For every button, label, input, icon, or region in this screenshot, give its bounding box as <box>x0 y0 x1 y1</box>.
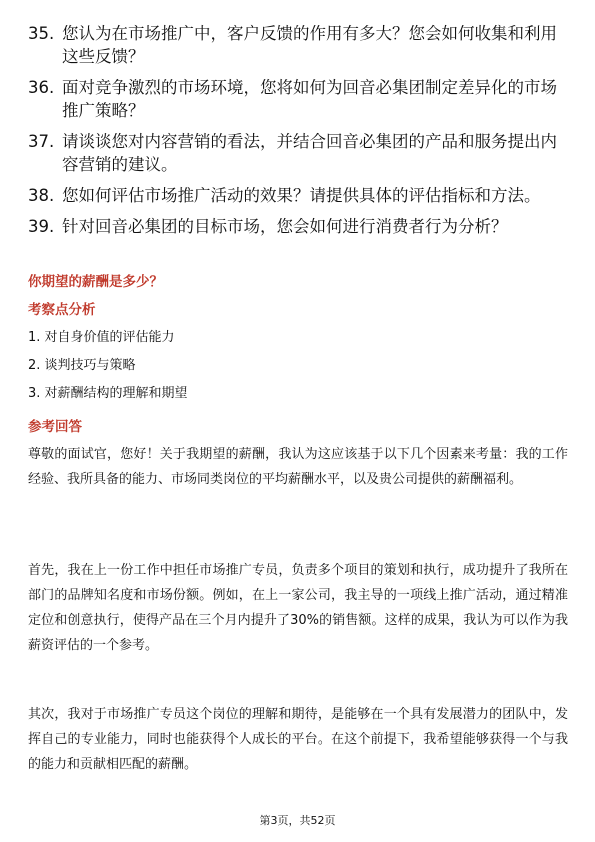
question-item <box>28 22 568 68</box>
question-item <box>28 76 568 122</box>
question-number: 37. <box>28 132 55 151</box>
answer-paragraph-text: 尊敬的面试官，您好！关于我期望的薪酬，我认为这应该基于以下几个因素来考量：我的工作经验、我所具备的能力、市场同类岗位的平均薪酬水平，以及贵公司提供的薪酬福利。 <box>28 447 568 487</box>
answer-paragraph <box>28 702 568 777</box>
question-item <box>28 130 568 176</box>
question-item <box>28 184 568 207</box>
salary-question-title: 你期望的薪酬是多少？ <box>28 274 163 290</box>
question-text: 针对回音必集团的目标市场，您会如何进行消费者行为分析？ <box>62 217 508 236</box>
question-number: 39. <box>28 217 55 236</box>
analysis-item: 3. 对薪酬结构的理解和期望 <box>28 386 188 401</box>
page-number-footer: 第3页，共52页 <box>259 814 336 827</box>
question-text: 您如何评估市场推广活动的效果？请提供具体的评估指标和方法。 <box>62 186 541 205</box>
answer-paragraph <box>28 558 568 658</box>
salary-question-section <box>28 272 568 292</box>
question-text: 您认为在市场推广中，客户反馈的作用有多大？您会如何收集和利用这些反馈？ <box>62 24 557 66</box>
answer-paragraph-text: 首先，我在上一份工作中担任市场推广专员，负责多个项目的策划和执行，成功提升了我所在部门的品牌知名度和市场份额。例如，在上一家公司，我主导的一项线上推广活动，通过精准定位和创意执行，使得产品在三个月内提升了30%的销售额。这样的成果，我认为可以作为我薪资评估的一个参考。 <box>28 563 568 653</box>
answer-heading: 参考回答 <box>28 419 82 435</box>
analysis-heading: 考察点分析 <box>28 302 96 318</box>
analysis-section <box>28 300 568 404</box>
answer-section <box>28 417 568 437</box>
analysis-item: 1. 对自身价值的评估能力 <box>28 330 175 345</box>
answer-paragraph-text: 其次，我对于市场推广专员这个岗位的理解和期待，是能够在一个具有发展潜力的团队中，发挥自己的专业能力，同时也能获得个人成长的平台。在这个前提下，我希望能够获得一个与我的能力和贡献相匹配的薪酬。 <box>28 707 568 772</box>
answer-paragraph <box>28 442 568 492</box>
question-number: 36. <box>28 78 55 97</box>
question-text: 请谈谈您对内容营销的看法，并结合回音必集团的产品和服务提出内容营销的建议。 <box>62 132 557 174</box>
question-text: 面对竞争激烈的市场环境，您将如何为回音必集团制定差异化的市场推广策略？ <box>62 78 557 120</box>
question-list <box>28 22 568 246</box>
question-number: 38. <box>28 186 55 205</box>
question-number: 35. <box>28 24 55 43</box>
analysis-item: 2. 谈判技巧与策略 <box>28 358 136 373</box>
question-item <box>28 215 568 238</box>
